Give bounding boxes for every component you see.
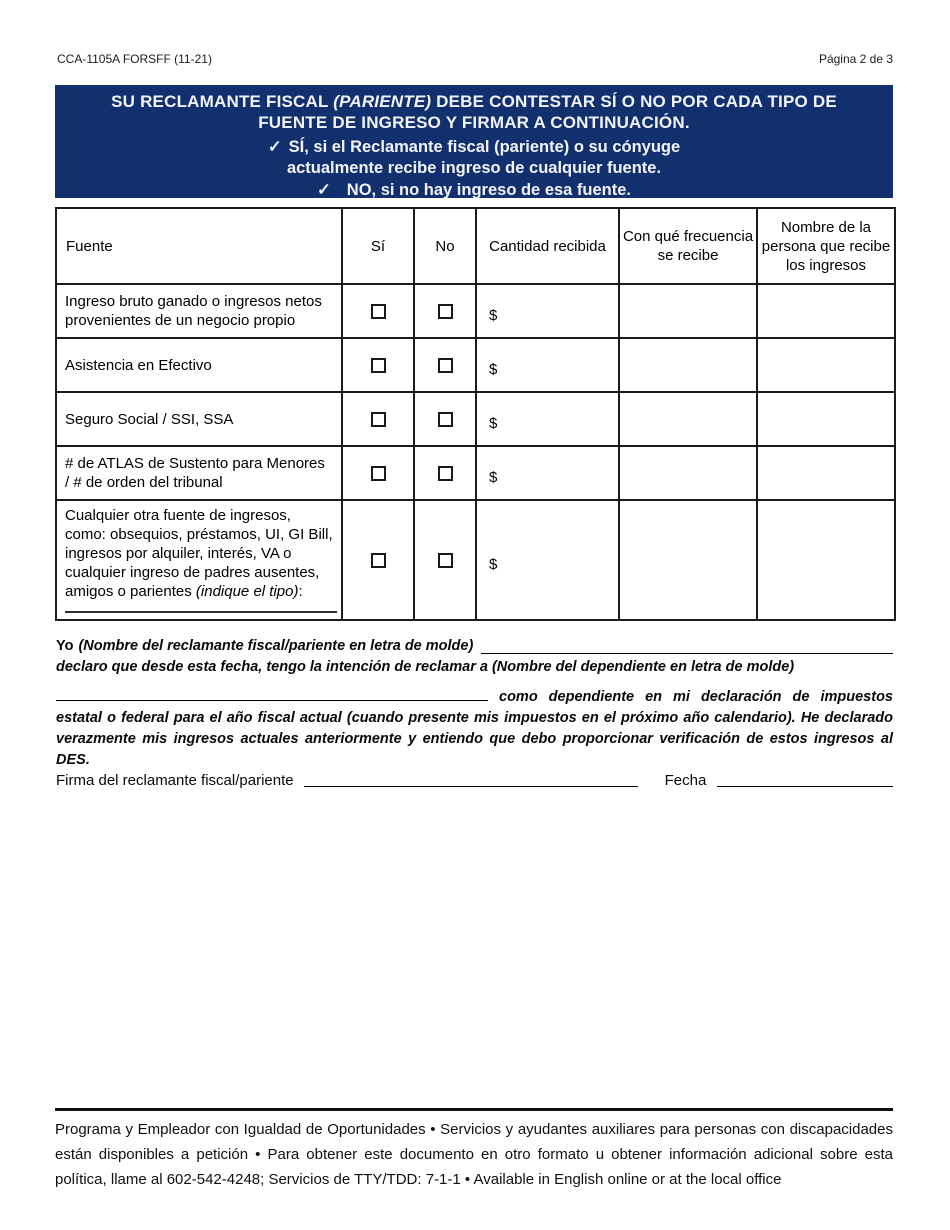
banner-yes-line1: SÍ, si el Reclamante fiscal (pariente) o su cónyuge bbox=[288, 138, 681, 156]
checkmark-icon: ✓ bbox=[267, 138, 282, 156]
banner-no-instruction bbox=[55, 180, 893, 201]
col-header-recipient: Nombre de la persona que recibe los ingresos bbox=[757, 208, 895, 284]
recipient-field[interactable] bbox=[757, 338, 895, 392]
frequency-field[interactable] bbox=[619, 338, 757, 392]
yes-checkbox[interactable] bbox=[371, 358, 386, 373]
frequency-field[interactable] bbox=[619, 446, 757, 500]
frequency-field[interactable] bbox=[619, 392, 757, 446]
no-checkbox[interactable] bbox=[438, 358, 453, 373]
date-input[interactable] bbox=[717, 786, 893, 787]
signature-label: Firma del reclamante fiscal/pariente bbox=[56, 772, 294, 789]
yo-label: Yo bbox=[56, 638, 74, 654]
source-label: Ingreso bruto ganado o ingresos netos provenientes de un negocio propio bbox=[56, 284, 342, 338]
source-label: Asistencia en Efectivo bbox=[56, 338, 342, 392]
col-header-frequency: Con qué frecuencia se recibe bbox=[619, 208, 757, 284]
yes-checkbox[interactable] bbox=[371, 553, 386, 568]
table-row bbox=[56, 446, 895, 500]
table-row bbox=[56, 284, 895, 338]
page-number: Página 2 de 3 bbox=[818, 52, 893, 66]
dollar-sign: $ bbox=[489, 468, 498, 486]
frequency-field[interactable] bbox=[619, 500, 757, 620]
equal-opportunity-notice: Programa y Empleador con Igualdad de Oportunidades • Servicios y ayudantes auxiliares para personas con discapacidades están disponibles a petición • Para obtener este documento en otro formato u obtener información adicional sobre esta política, llame al 602-542-4248; Servicios de TTY/TDD: 7-1-1 • Available in English online or at the local office bbox=[55, 1121, 893, 1188]
recipient-field[interactable] bbox=[757, 500, 895, 620]
banner-title-text: DEBE CONTESTAR SÍ O NO POR CADA TIPO DE bbox=[431, 92, 837, 111]
col-header-yes: Sí bbox=[342, 208, 414, 284]
col-header-no: No bbox=[414, 208, 476, 284]
instructions-banner bbox=[55, 85, 893, 198]
no-checkbox[interactable] bbox=[438, 553, 453, 568]
dependent-name-input[interactable] bbox=[56, 687, 488, 701]
recipient-field[interactable] bbox=[757, 392, 895, 446]
banner-title-line2: FUENTE DE INGRESO Y FIRMAR A CONTINUACIÓN. bbox=[258, 113, 690, 132]
table-row bbox=[56, 500, 895, 620]
dollar-sign: $ bbox=[489, 360, 498, 378]
yes-checkbox[interactable] bbox=[371, 412, 386, 427]
table-row bbox=[56, 392, 895, 446]
source-label: # de ATLAS de Sustento para Menores / # de orden del tribunal bbox=[56, 446, 342, 500]
table-header-row bbox=[56, 208, 895, 284]
yes-checkbox[interactable] bbox=[371, 304, 386, 319]
source-text-italic: (indique el tipo) bbox=[195, 583, 299, 600]
source-text: Cualquier otra fuente de ingresos, como: obsequios, préstamos, UI, GI Bill, ingresos por alquiler, interés, VA o cualquier ingreso de padres ausentes, amigos o parientes bbox=[65, 507, 333, 600]
page-header bbox=[57, 52, 893, 66]
claimant-name-prompt: (Nombre del reclamante fiscal/pariente en letra de molde) bbox=[78, 638, 474, 654]
source-label bbox=[56, 500, 342, 620]
source-label: Seguro Social / SSI, SSA bbox=[56, 392, 342, 446]
banner-title-italic: (PARIENTE) bbox=[333, 92, 432, 111]
form-number: CCA-1105A FORSFF (11-21) bbox=[57, 52, 212, 66]
no-checkbox[interactable] bbox=[438, 466, 453, 481]
no-checkbox[interactable] bbox=[438, 412, 453, 427]
recipient-field[interactable] bbox=[757, 284, 895, 338]
amount-field[interactable] bbox=[476, 284, 619, 338]
col-header-source: Fuente bbox=[56, 208, 342, 284]
banner-yes-line2: actualmente recibe ingreso de cualquier fuente. bbox=[286, 159, 662, 177]
banner-title bbox=[55, 91, 893, 133]
recipient-field[interactable] bbox=[757, 446, 895, 500]
checkmark-icon: ✓ bbox=[316, 181, 331, 199]
dollar-sign: $ bbox=[489, 306, 498, 324]
signature-input[interactable] bbox=[304, 786, 638, 787]
banner-title-text: SU RECLAMANTE FISCAL bbox=[111, 92, 334, 111]
date-label: Fecha bbox=[664, 772, 707, 789]
amount-field[interactable] bbox=[476, 338, 619, 392]
amount-field[interactable] bbox=[476, 446, 619, 500]
income-sources-table bbox=[55, 207, 896, 621]
frequency-field[interactable] bbox=[619, 284, 757, 338]
dollar-sign: $ bbox=[489, 555, 498, 573]
other-income-type-input[interactable] bbox=[65, 611, 337, 613]
declaration-section bbox=[56, 636, 893, 771]
yes-checkbox[interactable] bbox=[371, 466, 386, 481]
table-row bbox=[56, 338, 895, 392]
col-header-amount: Cantidad recibida bbox=[476, 208, 619, 284]
declaration-line1 bbox=[56, 636, 893, 657]
claimant-name-input[interactable] bbox=[481, 653, 893, 654]
declaration-paragraph bbox=[56, 687, 893, 771]
source-text-suffix: : bbox=[298, 583, 303, 600]
dollar-sign: $ bbox=[489, 414, 498, 432]
amount-field[interactable] bbox=[476, 392, 619, 446]
banner-yes-instruction bbox=[55, 137, 893, 179]
page-footer bbox=[55, 1108, 893, 1192]
declaration-line2: declaro que desde esta fecha, tengo la intención de reclamar a (Nombre del dependiente en letra de molde) bbox=[56, 659, 795, 675]
signature-section bbox=[56, 770, 893, 789]
no-checkbox[interactable] bbox=[438, 304, 453, 319]
banner-no-line: NO, si no hay ingreso de esa fuente. bbox=[346, 181, 632, 199]
declaration-continuation: como dependiente en mi declaración de impuestos estatal o federal para el año fiscal actual (cuando presente mis impuestos en el próximo año calendario). He declarado verazmente mis ingresos actuales anteriormente y entiendo que debo proporcionar verificación de estos ingresos al DES. bbox=[56, 689, 893, 768]
amount-field[interactable] bbox=[476, 500, 619, 620]
